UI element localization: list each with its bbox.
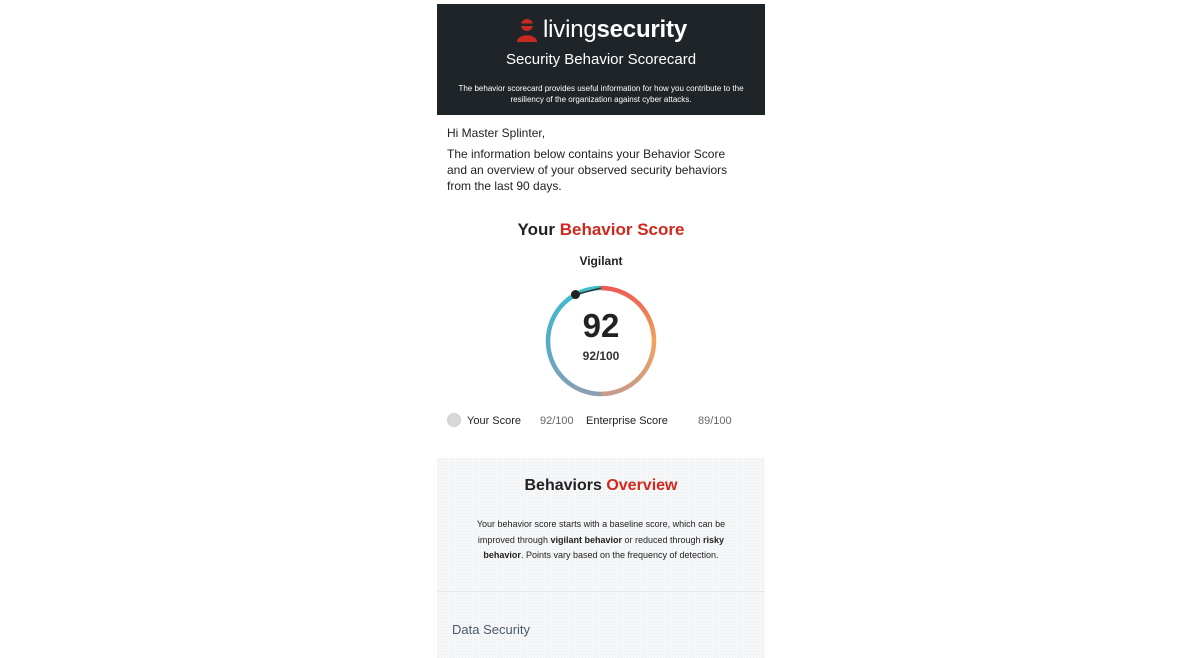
behavior-status: Vigilant: [579, 254, 623, 268]
score-title-plain: Your: [517, 220, 555, 239]
logo-wordmark: [543, 16, 687, 44]
overview-desc-part-3: . Points vary based on the frequency of detection.: [520, 550, 719, 560]
enterprise-score-value: 89/100: [698, 415, 732, 427]
score-gauge: [541, 281, 661, 401]
intro-paragraph: The information below contains your Behavior Score and an overview of your observed security behaviors from the last 90 days.: [447, 147, 728, 193]
overview-divider: [437, 591, 765, 592]
banner-title: Security Behavior Scorecard: [505, 51, 697, 68]
score-legend: [437, 412, 765, 432]
score-title-accent: Behavior Score: [559, 220, 685, 239]
your-score-label: Your Score: [467, 415, 522, 427]
overview-description: [463, 517, 739, 564]
overview-title-plain: Behaviors: [524, 477, 602, 494]
score-fraction: 92/100: [582, 349, 620, 363]
overview-desc-risky: risky behavior: [483, 534, 725, 560]
overview-desc-vigilant: vigilant behavior: [550, 534, 622, 545]
score-number: 92: [582, 307, 620, 344]
gauge-marker: [571, 290, 580, 299]
scorecard-email: [437, 4, 765, 658]
logo-regular: living: [543, 16, 597, 43]
overview-title: [437, 477, 765, 495]
category-data-security: Data Security: [452, 622, 531, 637]
enterprise-score-label: Enterprise Score: [586, 415, 668, 427]
intro-section: [437, 125, 765, 194]
living-security-logo: [437, 15, 765, 45]
logo-bold: security: [596, 16, 687, 43]
user-silhouette-icon: [515, 18, 539, 42]
overview-desc-part-1: Your behavior score starts with a baseline score, which can be improved through: [476, 519, 726, 545]
your-score-swatch: [447, 413, 461, 427]
score-title: [437, 220, 765, 240]
your-score-value: 92/100: [540, 415, 574, 427]
banner-description: The behavior scorecard provides useful information for how you contribute to the resiliency of the organization against cyber attacks.: [458, 84, 744, 104]
overview-desc-part-2: or reduced through: [621, 534, 704, 545]
greeting: Hi Master Splinter,: [447, 126, 546, 140]
overview-title-accent: Overview: [606, 477, 678, 494]
header-banner: [437, 4, 765, 115]
behaviors-overview: [437, 458, 765, 658]
